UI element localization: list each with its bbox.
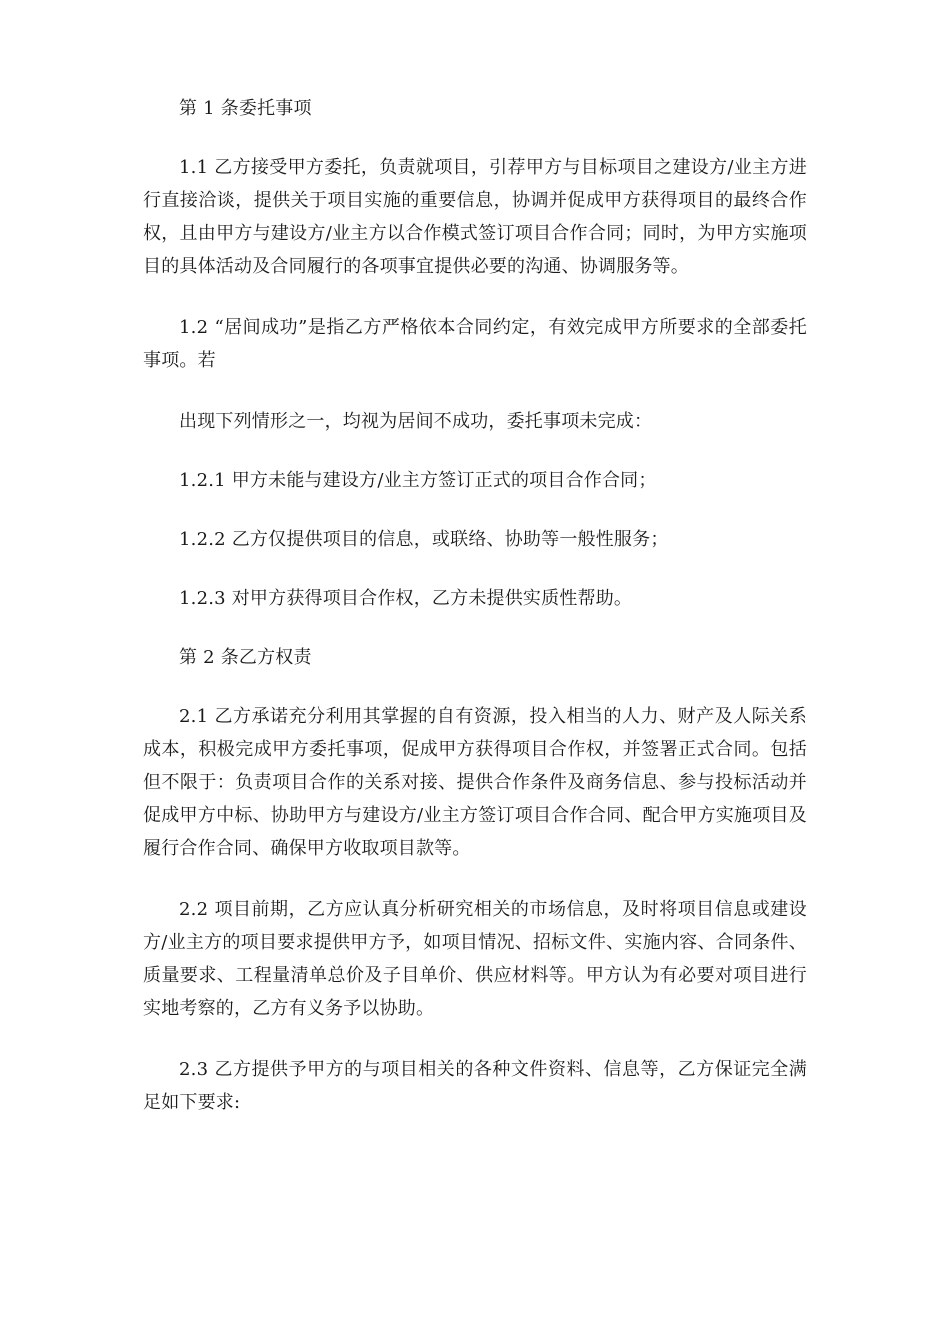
spacer xyxy=(143,674,807,700)
spacer xyxy=(143,125,807,151)
spacer xyxy=(143,497,807,523)
clause-2-2: 2.2 项目前期，乙方应认真分析研究相关的市场信息，及时将项目信息或建设方/业主方的项目要求提供甲方予，如项目情况、招标文件、实施内容、合同条件、质量要求、工程量清单总价及子目单价、供应材料等。甲方认为有必要对项目进行实地考察的，乙方有义务予以协助。 xyxy=(143,899,807,1019)
spacer xyxy=(143,865,807,893)
clause-1-2-3: 1.2.3 对甲方获得项目合作权，乙方未提供实质性帮助。 xyxy=(179,588,633,609)
spacer xyxy=(143,377,807,405)
spacer xyxy=(143,1025,807,1053)
spacer xyxy=(143,556,807,582)
clause-1-2: 1.2 “居间成功”是指乙方严格依本合同约定，有效完成甲方所要求的全部委托事项。若 xyxy=(143,317,807,371)
article-1-heading: 第 1 条委托事项 xyxy=(179,98,312,119)
document-page xyxy=(143,92,807,1119)
clause-1-2-2: 1.2.2 乙方仅提供项目的信息，或联络、协助等一般性服务； xyxy=(179,529,669,550)
spacer xyxy=(143,615,807,641)
clause-1-1: 1.1 乙方接受甲方委托，负责就项目，引荐甲方与目标项目之建设方/业主方进行直接洽谈，提供关于项目实施的重要信息，协调并促成甲方获得项目的最终合作权，且由甲方与建设方/业主方以合作模式签订项目合作合同；同时，为甲方实施项目的具体活动及合同履行的各项事宜提供必要的沟通、协调服务等。 xyxy=(143,157,807,277)
clause-1-2-intro: 出现下列情形之一，均视为居间不成功，委托事项未完成： xyxy=(179,411,653,432)
article-2-heading: 第 2 条乙方权责 xyxy=(179,647,312,668)
clause-2-1: 2.1 乙方承诺充分利用其掌握的自有资源，投入相当的人力、财产及人际关系成本，积极完成甲方委托事项，促成甲方获得项目合作权，并签署正式合同。包括但不限于：负责项目合作的关系对接、提供合作条件及商务信息、参与投标活动并促成甲方中标、协助甲方与建设方/业主方签订项目合作合同、配合甲方实施项目及履行合作合同、确保甲方收取项目款等。 xyxy=(143,706,807,859)
spacer xyxy=(143,283,807,311)
clause-2-3: 2.3 乙方提供予甲方的与项目相关的各种文件资料、信息等，乙方保证完全满足如下要求: xyxy=(143,1059,807,1113)
spacer xyxy=(143,438,807,464)
clause-1-2-1: 1.2.1 甲方未能与建设方/业主方签订正式的项目合作合同； xyxy=(179,470,657,491)
